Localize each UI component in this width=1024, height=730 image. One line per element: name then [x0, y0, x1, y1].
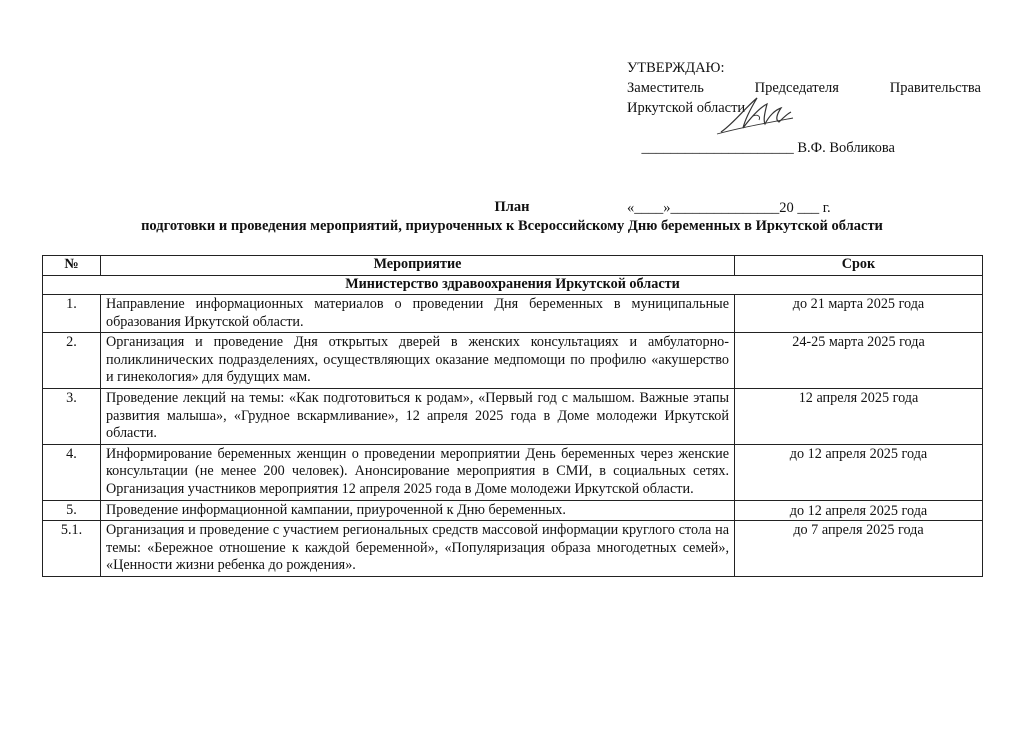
- approval-sign-row: [627, 118, 981, 198]
- header-deadline: Срок: [735, 256, 983, 276]
- table-row: [43, 388, 983, 444]
- document-title: План: [494, 199, 530, 215]
- approval-position-word-2: Председателя: [754, 80, 839, 96]
- handwritten-signature: [715, 94, 795, 138]
- row-number: 4.: [43, 444, 101, 500]
- section-row: [43, 276, 983, 295]
- row-number: 5.: [43, 500, 101, 521]
- approval-sign-line: _____________________ В.Ф. Вобликова: [641, 140, 895, 156]
- document-subtitle: подготовки и проведения мероприятий, приуроченных к Всероссийскому Дню беременных в Иркутской области: [141, 218, 883, 234]
- approval-region: Иркутской области: [627, 100, 746, 116]
- row-number: 2.: [43, 333, 101, 389]
- approval-date-line: «____»_______________20 ___ г.: [627, 200, 831, 216]
- plan-table: [42, 255, 983, 577]
- table-row: [43, 333, 983, 389]
- table-row: [43, 444, 983, 500]
- section-title: Министерство здравоохранения Иркутской области: [43, 276, 983, 295]
- header-event: Мероприятие: [101, 256, 735, 276]
- approval-heading: УТВЕРЖДАЮ:: [627, 60, 725, 76]
- approval-position-word-1: Заместитель: [627, 80, 704, 96]
- row-deadline: 12 апреля 2025 года: [735, 388, 983, 444]
- row-deadline: 24-25 марта 2025 года: [735, 333, 983, 389]
- table-row: [43, 295, 983, 333]
- row-event: Организация и проведение с участием региональных средств массовой информации круглого стола на темы: «Бережное отношение к каждой беременной», «Популяризация образа многодетных семей», «Ценности жизни ребенка до рождения».: [101, 521, 735, 577]
- row-event: Проведение лекций на темы: «Как подготовиться к родам», «Первый год с малышом. Важные этапы развития малыша», «Грудное вскармливание», 12 апреля 2025 года в Доме молодежи Иркутской области.: [101, 388, 735, 444]
- row-number: 3.: [43, 388, 101, 444]
- row-event: Организация и проведение Дня открытых дверей в женских консультациях и амбулаторно-поликлинических подразделениях, осуществляющих оказание медпомощи по профилю «акушерство и гинекология» для будущих мам.: [101, 333, 735, 389]
- row-number: 1.: [43, 295, 101, 333]
- row-deadline: до 12 апреля 2025 года: [735, 444, 983, 500]
- row-deadline: до 21 марта 2025 года: [735, 295, 983, 333]
- row-number: 5.1.: [43, 521, 101, 577]
- approval-block: [627, 58, 981, 218]
- row-deadline: до 7 апреля 2025 года: [735, 521, 983, 577]
- row-event: Направление информационных материалов о проведении Дня беременных в муниципальные образования Иркутской области.: [101, 295, 735, 333]
- row-event: Информирование беременных женщин о проведении мероприятии День беременных через женские консультации (не менее 200 человек). Анонсирование мероприятия в СМИ, в социальных сетях. Организация участников мероприятия 12 апреля 2025 года в Доме молодежи Иркутской области.: [101, 444, 735, 500]
- approval-position-word-3: Правительства: [889, 80, 981, 96]
- table-row: [43, 500, 983, 521]
- table-row: [43, 521, 983, 577]
- approval-position: [627, 78, 981, 98]
- row-event: Проведение информационной кампании, приуроченной к Дню беременных.: [101, 500, 735, 521]
- row-deadline: до 12 апреля 2025 года: [735, 500, 983, 521]
- header-number: №: [43, 256, 101, 276]
- table-header-row: [43, 256, 983, 276]
